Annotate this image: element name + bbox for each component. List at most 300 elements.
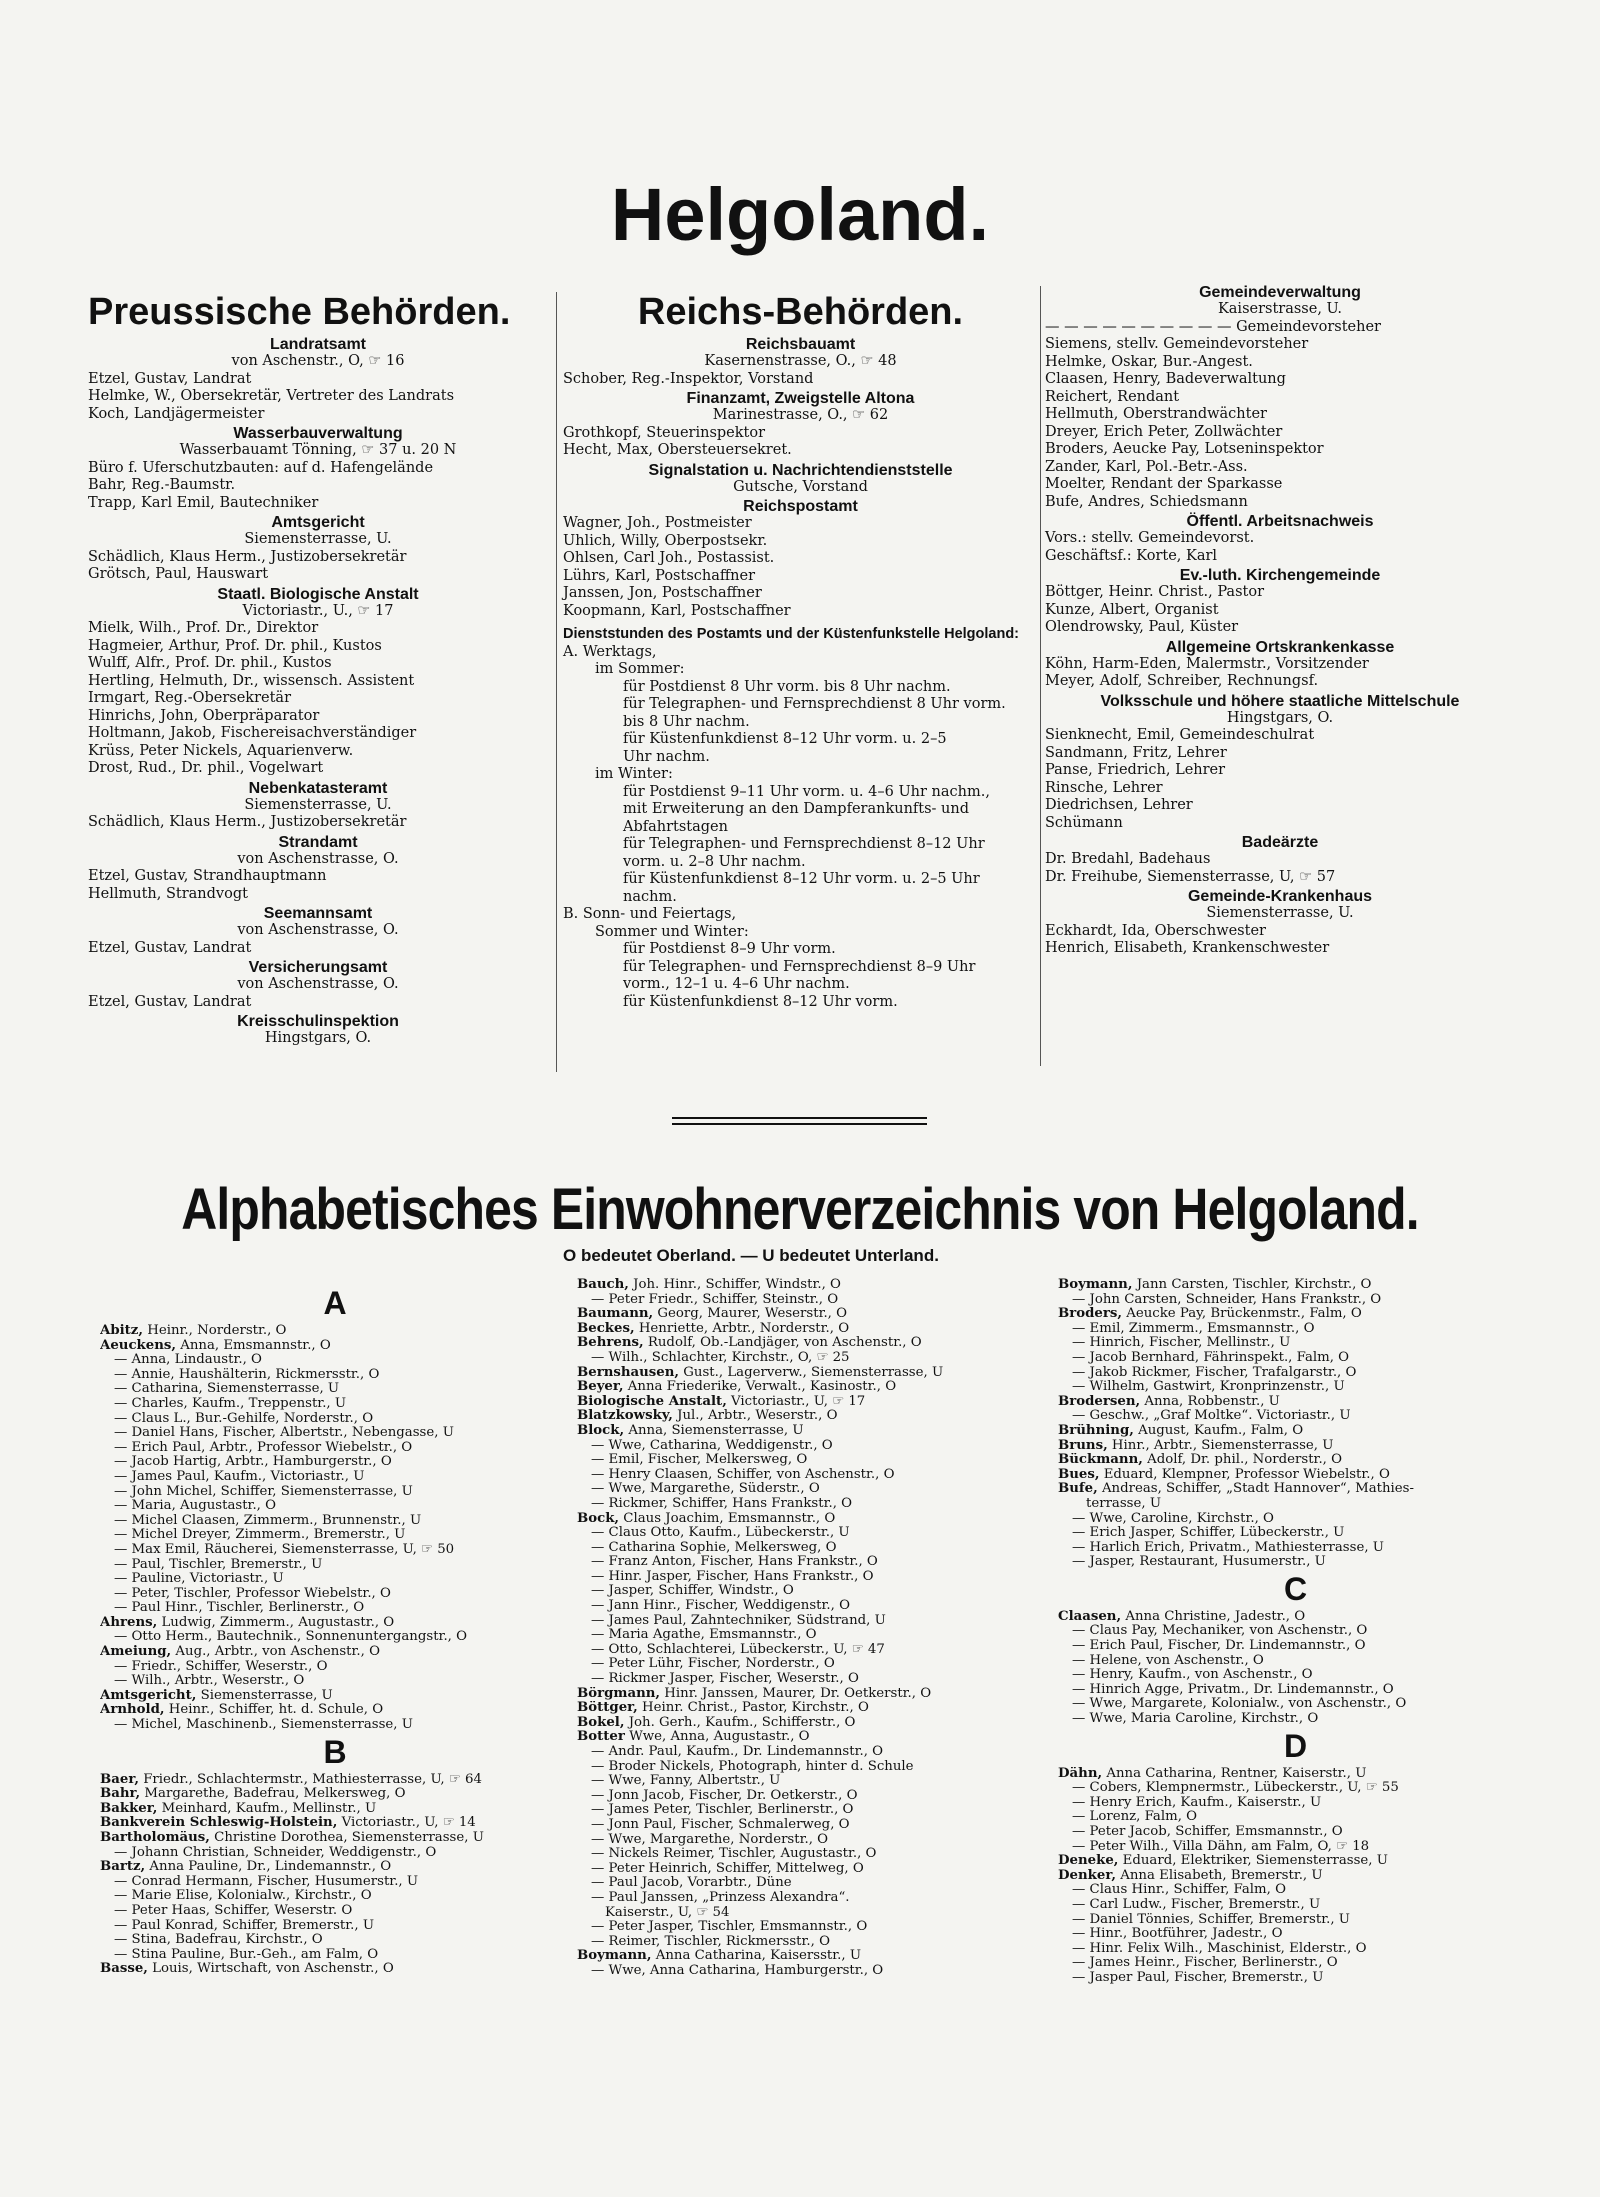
resident-details: — Rickmer Jasper, Fischer, Weserstr., O — [591, 1672, 859, 1687]
post-hours-line: für Postdienst 8–9 Uhr vorm. — [623, 941, 836, 957]
resident-entry — [577, 1760, 1047, 1775]
resident-details: — Johann Christian, Schneider, Weddigenstr., O — [114, 1845, 437, 1860]
resident-entry — [1058, 1439, 1533, 1454]
resident-entry — [1058, 1697, 1533, 1712]
resident-entry — [100, 1543, 570, 1558]
authority-heading: Signalstation u. Nachrichtendienststelle — [648, 461, 953, 479]
authority-heading: Versicherungsamt — [248, 959, 388, 976]
authority-address: Siemensterrasse, U. — [244, 531, 392, 547]
resident-entry — [100, 1962, 570, 1977]
resident-details: Jul., Arbtr., Weserstr., O — [672, 1409, 838, 1424]
resident-entry — [1058, 1278, 1533, 1293]
authority-address: Kasernenstrasse, O., ☞ 48 — [704, 353, 897, 369]
resident-entry — [1058, 1869, 1533, 1884]
resident-entry — [577, 1628, 1047, 1643]
staff-entry: Wulff, Alfr., Prof. Dr. phil., Kustos — [88, 655, 332, 671]
resident-details: Anna Friederike, Verwalt., Kasinostr., O — [623, 1380, 897, 1395]
resident-details: — Catharina Sophie, Melkersweg, O — [591, 1540, 837, 1555]
staff-entry: Broders, Aeucke Pay, Lotseninspektor — [1045, 441, 1324, 457]
resident-entry — [100, 1660, 570, 1675]
prussian-authorities-heading: Preussische Behörden. — [88, 291, 511, 333]
resident-details: Adolf, Dr. phil., Norderstr., O — [1142, 1453, 1343, 1468]
resident-surname: Boymann, — [1058, 1278, 1133, 1292]
resident-surname: Börgmann, — [577, 1686, 661, 1701]
resident-entry — [577, 1876, 1047, 1891]
resident-details: — Erich Jasper, Schiffer, Lübeckerstr., U — [1072, 1526, 1345, 1541]
resident-details: — Peter Jacob, Schiffer, Emsmannstr., O — [1072, 1825, 1343, 1839]
resident-entry — [1058, 1424, 1533, 1439]
authority-address: Hingstgars, O. — [1226, 709, 1334, 726]
resident-entry — [100, 1616, 570, 1631]
resident-details: — Peter, Tischler, Professor Wiebelstr., O — [114, 1586, 391, 1601]
resident-entry — [100, 1382, 570, 1397]
post-hours-line: für Postdienst 8 Uhr vorm. bis 8 Uhr nachm. — [623, 678, 951, 695]
resident-entry — [1058, 1913, 1533, 1928]
resident-entry — [1058, 1453, 1533, 1468]
resident-entry — [1058, 1639, 1533, 1654]
resident-details: — Daniel Tönnies, Schiffer, Bremerstr., U — [1072, 1912, 1350, 1927]
post-hours-line: vorm. u. 2–8 Uhr nachm. — [623, 853, 806, 870]
resident-details: — Maria, Augustastr., O — [114, 1499, 277, 1514]
resident-entry — [577, 1322, 1047, 1337]
column-divider — [1040, 286, 1041, 1066]
resident-details: — Charles, Kaufm., Treppenstr., U — [114, 1396, 347, 1411]
resident-entry — [577, 1336, 1047, 1351]
directory-column-1 — [100, 1284, 570, 1977]
resident-entry — [100, 1860, 570, 1875]
resident-entry — [100, 1889, 570, 1904]
post-hours-line: bis 8 Uhr nachm. — [623, 713, 750, 730]
resident-surname: Dähn, — [1058, 1766, 1103, 1781]
post-hours-line: im Sommer: — [595, 661, 685, 677]
resident-details: — Jonn Jacob, Fischer, Dr. Oetkerstr., O — [591, 1788, 858, 1803]
post-hours-line: für Telegraphen- und Fernsprechdienst 8–12 Uhr — [623, 836, 985, 852]
resident-entry — [100, 1703, 570, 1718]
resident-details: terrasse, U — [1086, 1496, 1162, 1511]
resident-details: — Wilhelm, Gastwirt, Kronprinzenstr., U — [1072, 1380, 1345, 1395]
resident-details: — Jann Hinr., Fischer, Weddigenstr., O — [591, 1599, 850, 1614]
staff-entry: Helmke, W., Obersekretär, Vertreter des Landrats — [88, 388, 455, 404]
resident-details: Georg, Maurer, Weserstr., O — [653, 1307, 848, 1322]
resident-entry — [577, 1672, 1047, 1687]
resident-details: — James Paul, Zahntechniker, Südstrand, U — [591, 1613, 886, 1628]
authority-heading: Amtsgericht — [271, 514, 365, 531]
resident-details: Anna, Siemensterrasse, U — [624, 1423, 804, 1438]
directory-column-3 — [1058, 1278, 1533, 1986]
post-hours-line: für Küstenfunkdienst 8–12 Uhr vorm. — [623, 993, 898, 1010]
resident-entry — [100, 1470, 570, 1485]
resident-details: — Otto, Schlachterei, Lübeckerstr., U, ☞ 47 — [591, 1642, 885, 1657]
resident-entry — [100, 1846, 570, 1861]
resident-entry — [100, 1831, 570, 1846]
resident-entry — [100, 1397, 570, 1412]
resident-entry — [577, 1789, 1047, 1804]
resident-surname: Broders, — [1058, 1307, 1122, 1322]
resident-surname: Aeuckens, — [100, 1338, 176, 1353]
resident-details: — Daniel Hans, Fischer, Albertstr., Nebengasse, U — [114, 1426, 454, 1441]
resident-details: Victoriastr., U, ☞ 14 — [337, 1816, 476, 1831]
resident-details: — Peter Haas, Schiffer, Weserstr. O — [114, 1903, 353, 1918]
resident-entry — [1058, 1555, 1533, 1570]
post-hours-line: vorm., 12–1 u. 4–6 Uhr nachm. — [623, 976, 850, 992]
staff-entry: Etzel, Gustav, Landrat — [88, 993, 252, 1010]
staff-entry: Schädlich, Klaus Herm., Justizobersekretär — [88, 548, 407, 565]
resident-details: August, Kaufm., Falm, O — [1133, 1423, 1304, 1438]
resident-entry — [577, 1599, 1047, 1614]
authority-heading: Allgemeine Ortskrankenkasse — [1165, 638, 1395, 656]
resident-details: — Wwe, Anna Catharina, Hamburgerstr., O — [591, 1963, 884, 1978]
resident-entry — [1058, 1683, 1533, 1698]
resident-entry — [1058, 1971, 1533, 1986]
resident-details: Heinr. Christ., Pastor, Kirchstr., O — [637, 1701, 869, 1716]
resident-details: — Wwe, Margarethe, Süderstr., O — [591, 1482, 820, 1497]
staff-entry: Lührs, Karl, Postschaffner — [563, 567, 756, 584]
resident-surname: Denker, — [1058, 1868, 1116, 1883]
authority-address: Siemensterrasse, U. — [244, 796, 392, 813]
staff-entry: Reichert, Rendant — [1045, 388, 1180, 405]
resident-entry — [577, 1716, 1047, 1731]
staff-entry: Olendrowsky, Paul, Küster — [1045, 619, 1239, 635]
staff-entry: Hertling, Helmuth, Dr., wissensch. Assistent — [88, 672, 415, 689]
staff-entry: Moelter, Rendant der Sparkasse — [1045, 476, 1283, 492]
resident-details: — Paul Jacob, Vorarbtr., Düne — [591, 1876, 792, 1891]
resident-entry — [1058, 1322, 1533, 1337]
staff-entry: Wagner, Joh., Postmeister — [563, 515, 752, 531]
column-divider — [556, 292, 557, 1072]
resident-details: — Maria Agathe, Emsmannstr., O — [591, 1628, 817, 1643]
resident-entry — [577, 1935, 1047, 1950]
resident-details: — Pauline, Victoriastr., U — [114, 1572, 284, 1587]
resident-details: — Wwe, Maria Caroline, Kirchstr., O — [1072, 1712, 1319, 1727]
staff-entry: Koch, Landjägermeister — [88, 405, 265, 422]
post-hours-line: für Telegraphen- und Fernsprechdienst 8 Uhr vorm. — [623, 696, 1006, 712]
resident-entry — [577, 1395, 1047, 1410]
resident-entry — [100, 1816, 570, 1831]
resident-entry — [1058, 1767, 1533, 1782]
resident-details: Meinhard, Kaufm., Mellinstr., U — [157, 1801, 377, 1816]
authority-address: Siemensterrasse, U. — [1206, 905, 1354, 921]
resident-surname: Behrens, — [577, 1336, 644, 1351]
resident-entry — [100, 1919, 570, 1934]
reich-authorities-column — [563, 290, 1038, 1011]
authority-heading: Landratsamt — [269, 336, 367, 353]
resident-entry — [100, 1441, 570, 1456]
resident-details: — Peter Jasper, Tischler, Emsmannstr., O — [591, 1920, 868, 1935]
letter-heading: D — [1283, 1727, 1308, 1764]
staff-entry: Diedrichsen, Lehrer — [1045, 797, 1193, 813]
resident-entry — [100, 1948, 570, 1963]
authority-heading: Öffentl. Arbeitsnachweis — [1186, 513, 1374, 530]
resident-details: — Claus Pay, Mechaniker, von Aschenstr., O — [1072, 1624, 1368, 1639]
staff-entry: Panse, Friedrich, Lehrer — [1045, 762, 1226, 778]
page-title: Helgoland. — [610, 173, 990, 256]
resident-entry — [100, 1689, 570, 1704]
staff-entry: Meyer, Adolf, Schreiber, Rechnungsf. — [1045, 673, 1319, 689]
staff-entry: Dr. Bredahl, Badehaus — [1045, 851, 1211, 867]
post-hours-line: B. Sonn- und Feiertags, — [563, 906, 737, 922]
resident-details: — Andr. Paul, Kaufm., Dr. Lindemannstr., O — [591, 1745, 884, 1759]
staff-entry: Köhn, Harm-Eden, Malermstr., Vorsitzender — [1045, 655, 1369, 672]
staff-entry: Irmgart, Reg.-Obersekretär — [88, 690, 292, 706]
resident-details: — Wwe, Fanny, Albertstr., U — [591, 1774, 781, 1789]
resident-surname: Bakker, — [100, 1801, 158, 1816]
staff-entry: Schober, Reg.-Inspektor, Vorstand — [563, 370, 814, 387]
resident-details: — Wilh., Schlachter, Kirchstr., O, ☞ 25 — [591, 1350, 850, 1365]
resident-entry — [100, 1802, 570, 1817]
resident-entry — [100, 1324, 570, 1339]
resident-details: — Jasper, Schiffer, Windstr., O — [591, 1584, 794, 1599]
resident-entry — [1058, 1796, 1533, 1811]
resident-entry — [100, 1558, 570, 1573]
resident-surname: Beyer, — [577, 1380, 624, 1395]
resident-entry — [1058, 1468, 1533, 1483]
resident-details: Claus Joachim, Emsmannstr., O — [619, 1511, 836, 1526]
resident-entry — [1058, 1351, 1533, 1366]
resident-surname: Bufe, — [1058, 1482, 1098, 1497]
authority-heading: Reichspostamt — [743, 498, 858, 515]
resident-details: Rudolf, Ob.-Landjäger, von Aschenstr., O — [643, 1336, 922, 1351]
resident-details: — John Carsten, Schneider, Hans Frankstr., O — [1072, 1292, 1382, 1307]
authority-address: von Aschenstrasse, O. — [237, 976, 399, 992]
resident-details: — Harlich Erich, Privatm., Mathiesterrasse, U — [1072, 1540, 1384, 1555]
staff-entry: Grothkopf, Steuerinspektor — [563, 424, 766, 441]
resident-details: — James Paul, Kaufm., Victoriastr., U — [114, 1469, 365, 1484]
staff-entry: Zander, Karl, Pol.-Betr.-Ass. — [1045, 458, 1248, 475]
resident-surname: Bartz, — [100, 1860, 146, 1875]
resident-entry — [1058, 1956, 1533, 1971]
resident-details: — Paul Hinr., Tischler, Berlinerstr., O — [114, 1601, 365, 1616]
authority-address: Marinestrasse, O., ☞ 62 — [712, 407, 889, 423]
resident-details: — Hinrich Agge, Privatm., Dr. Lindemannstr., O — [1072, 1682, 1394, 1697]
resident-entry — [577, 1701, 1047, 1716]
resident-details: — Emil, Fischer, Melkersweg, O — [591, 1453, 808, 1468]
staff-entry: Claasen, Henry, Badeverwaltung — [1045, 371, 1286, 387]
resident-details: Anna Catharina, Kaisersstr., U — [651, 1949, 862, 1964]
resident-details: — Jasper, Restaurant, Husumerstr., U — [1072, 1555, 1326, 1570]
resident-entry — [1058, 1712, 1533, 1727]
resident-details: — Broder Nickels, Photograph, hinter d. Schule — [591, 1759, 914, 1774]
resident-entry — [577, 1278, 1047, 1293]
resident-surname: Abitz, — [100, 1324, 143, 1338]
resident-details: — Nickels Reimer, Tischler, Augustastr., O — [591, 1847, 877, 1862]
resident-entry — [100, 1587, 570, 1602]
resident-entry — [1058, 1366, 1533, 1381]
staff-entry: Krüss, Peter Nickels, Aquarienverw. — [88, 742, 354, 759]
authority-heading: Finanzamt, Zweigstelle Altona — [686, 390, 915, 407]
resident-details: — Stina Pauline, Bur.-Geh., am Falm, O — [114, 1947, 379, 1962]
resident-details: — Claus Hinr., Schiffer, Falm, O — [1072, 1883, 1286, 1898]
resident-surname: Bernshausen, — [577, 1365, 680, 1380]
resident-entry — [1058, 1610, 1533, 1625]
resident-entry — [1058, 1854, 1533, 1869]
resident-entry — [1058, 1898, 1533, 1913]
post-hours-line: mit Erweiterung an den Dampferankunfts- und — [623, 801, 970, 817]
resident-details: — Annie, Haushälterin, Rickmersstr., O — [114, 1367, 380, 1382]
resident-details: — Erich Paul, Fischer, Dr. Lindemannstr., O — [1072, 1639, 1366, 1654]
resident-details: — Peter Heinrich, Schiffer, Mittelweg, O — [591, 1861, 864, 1876]
resident-details: — Friedr., Schiffer, Weserstr., O — [114, 1659, 328, 1674]
resident-surname: Claasen, — [1058, 1609, 1122, 1624]
resident-entry — [577, 1409, 1047, 1424]
staff-entry: Dr. Freihube, Siemensterrasse, U, ☞ 57 — [1045, 868, 1336, 885]
authority-heading: Kreisschulinspektion — [237, 1013, 399, 1030]
staff-entry: Sandmann, Fritz, Lehrer — [1045, 744, 1227, 761]
resident-entry — [577, 1351, 1047, 1366]
resident-details: Gust., Lagerverw., Siemensterrasse, U — [679, 1365, 944, 1380]
resident-details: Kaiserstr., U, ☞ 54 — [605, 1905, 730, 1920]
staff-entry: Trapp, Karl Emil, Bautechniker — [88, 494, 319, 511]
resident-entry — [577, 1643, 1047, 1658]
resident-entry — [1058, 1781, 1533, 1796]
resident-details: — Reimer, Tischler, Rickmersstr., O — [591, 1934, 830, 1949]
resident-details: Joh. Gerh., Kaufm., Schifferstr., O — [624, 1715, 856, 1730]
authority-address: Wasserbauamt Tönning, ☞ 37 u. 20 N — [179, 442, 457, 458]
resident-entry — [577, 1657, 1047, 1672]
resident-details: Margarethe, Badefrau, Melkersweg, O — [140, 1787, 406, 1802]
staff-entry: Bahr, Reg.-Baumstr. — [88, 477, 236, 493]
resident-entry — [577, 1468, 1047, 1483]
resident-entry — [1058, 1497, 1533, 1512]
resident-details: — Carl Ludw., Fischer, Bremerstr., U — [1072, 1897, 1321, 1912]
post-hours-line: A. Werktags, — [563, 643, 657, 660]
resident-surname: Bauch, — [577, 1278, 629, 1292]
resident-surname: Ameiung, — [100, 1645, 172, 1660]
resident-entry — [1058, 1293, 1533, 1308]
resident-details: Anna Christine, Jadestr., O — [1121, 1609, 1306, 1624]
directory-column-2 — [577, 1278, 1047, 1979]
authority-heading: Seemannsamt — [263, 905, 373, 922]
resident-entry — [100, 1630, 570, 1645]
staff-entry: Hecht, Max, Obersteuersekret. — [563, 442, 792, 458]
staff-entry: Drost, Rud., Dr. phil., Vogelwart — [88, 760, 324, 776]
resident-surname: Brodersen, — [1058, 1394, 1141, 1409]
resident-entry — [577, 1497, 1047, 1512]
resident-details: — Lorenz, Falm, O — [1072, 1810, 1198, 1825]
resident-details: Hinr. Janssen, Maurer, Dr. Oetkerstr., O — [660, 1686, 932, 1701]
resident-entry — [100, 1412, 570, 1427]
resident-entry — [577, 1847, 1047, 1862]
resident-details: — John Michel, Schiffer, Siemensterrasse, U — [114, 1484, 413, 1499]
resident-entry — [577, 1570, 1047, 1585]
staff-entry: Schümann — [1045, 814, 1123, 831]
resident-surname: Arnhold, — [100, 1703, 165, 1718]
resident-entry — [577, 1891, 1047, 1906]
staff-entry: Uhlich, Willy, Oberpostsekr. — [563, 532, 768, 549]
resident-details: — Wwe, Catharina, Weddigenstr., O — [591, 1438, 833, 1453]
resident-details: — Wilh., Arbtr., Weserstr., O — [114, 1674, 305, 1689]
resident-entry — [100, 1514, 570, 1529]
resident-entry — [1058, 1624, 1533, 1639]
resident-details: — Michel Claasen, Zimmerm., Brunnenstr., U — [114, 1513, 422, 1528]
resident-entry — [577, 1774, 1047, 1789]
resident-entry — [1058, 1840, 1533, 1855]
authority-heading: Wasserbauverwaltung — [233, 425, 403, 442]
resident-details: — Paul, Tischler, Bremerstr., U — [114, 1557, 323, 1572]
resident-details: — Henry Claasen, Schiffer, von Aschenstr., O — [591, 1467, 895, 1482]
resident-entry — [1058, 1526, 1533, 1541]
reich-authorities-heading: Reichs-Behörden. — [637, 291, 964, 333]
staff-entry: Schädlich, Klaus Herm., Justizobersekretär — [88, 814, 407, 830]
resident-details: Joh. Hinr., Schiffer, Windstr., O — [628, 1278, 841, 1292]
resident-details: — Marie Elise, Kolonialw., Kirchstr., O — [114, 1889, 372, 1904]
resident-entry — [577, 1745, 1047, 1760]
authority-heading: Nebenkatasteramt — [248, 779, 388, 797]
resident-entry — [577, 1380, 1047, 1395]
post-hours-line: nachm. — [623, 888, 677, 905]
resident-details: Aug., Arbtr., von Aschenstr., O — [171, 1645, 380, 1660]
authority-heading: Strandamt — [278, 833, 358, 851]
resident-details: Siemensterrasse, U — [196, 1688, 333, 1703]
staff-entry: Etzel, Gustav, Landrat — [88, 370, 252, 387]
authority-address: Kaiserstrasse, U. — [1217, 301, 1343, 317]
resident-details: — Geschw., „Graf Moltke“. Victoriastr., U — [1072, 1409, 1351, 1424]
staff-entry: Holtmann, Jakob, Fischereisachverständiger — [88, 725, 417, 741]
resident-details: — Erich Paul, Arbtr., Professor Wiebelstr., O — [114, 1440, 413, 1455]
resident-surname: Basse, — [100, 1962, 148, 1977]
resident-entry — [577, 1964, 1047, 1979]
authority-heading: Gemeinde-Krankenhaus — [1187, 888, 1373, 905]
resident-entry — [100, 1787, 570, 1802]
resident-details: — Peter Friedr., Schiffer, Steinstr., O — [591, 1292, 839, 1307]
resident-entry — [100, 1499, 570, 1514]
staff-entry: Hinrichs, John, Oberpräparator — [88, 707, 320, 724]
resident-surname: Bückmann, — [1058, 1453, 1143, 1468]
resident-details: — Cobers, Klempnermstr., Lübeckerstr., U, ☞ 55 — [1072, 1781, 1399, 1796]
staff-entry: Böttger, Heinr. Christ., Pastor — [1045, 584, 1264, 600]
resident-surname: Amtsgericht, — [100, 1688, 197, 1703]
prussian-authorities-column — [88, 290, 548, 1048]
resident-surname: Bankverein Schleswig-Holstein, — [100, 1816, 338, 1831]
resident-details: — Catharina, Siemensterrasse, U — [114, 1382, 340, 1397]
resident-surname: Brühning, — [1058, 1423, 1134, 1438]
letter-heading: A — [323, 1285, 347, 1321]
resident-details: — Conrad Hermann, Fischer, Husumerstr., U — [114, 1874, 419, 1889]
resident-entry — [1058, 1668, 1533, 1683]
resident-surname: Blatzkowsky, — [577, 1409, 673, 1424]
resident-surname: Bock, — [577, 1511, 620, 1526]
resident-entry — [100, 1339, 570, 1354]
resident-entry — [1058, 1336, 1533, 1351]
staff-entry: Etzel, Gustav, Strandhauptmann — [88, 868, 327, 884]
resident-entry — [577, 1424, 1047, 1439]
authority-address: von Aschenstr., O, ☞ 16 — [231, 353, 405, 369]
resident-entry — [100, 1933, 570, 1948]
resident-details: — Franz Anton, Fischer, Hans Frankstr., O — [591, 1555, 878, 1570]
resident-entry — [1058, 1654, 1533, 1669]
resident-details: — Hinr. Felix Wilh., Maschinist, Elderstr., O — [1072, 1941, 1367, 1956]
staff-entry: Rinsche, Lehrer — [1045, 779, 1163, 796]
post-hours-line: Sommer und Winter: — [595, 923, 749, 940]
resident-details: — Peter Lühr, Fischer, Norderstr., O — [591, 1657, 835, 1672]
resident-details: Henriette, Arbtr., Norderstr., O — [634, 1321, 850, 1336]
resident-entry — [577, 1730, 1047, 1745]
staff-entry: Henrich, Elisabeth, Krankenschwester — [1045, 940, 1330, 956]
resident-entry — [100, 1455, 570, 1470]
resident-entry — [100, 1875, 570, 1890]
resident-details: — Hinr. Jasper, Fischer, Hans Frankstr., O — [591, 1569, 874, 1584]
resident-details: — Henry, Kaufm., von Aschenstr., O — [1072, 1668, 1313, 1683]
post-hours-line: im Winter: — [595, 766, 673, 782]
authority-address: von Aschenstrasse, O. — [237, 850, 399, 867]
authority-address: Gutsche, Vorstand — [733, 478, 868, 495]
staff-entry: Mielk, Wilh., Prof. Dr., Direktor — [88, 620, 319, 636]
resident-details: — Michel, Maschinenb., Siemensterrasse, U — [114, 1718, 413, 1733]
staff-entry: Grötsch, Paul, Hauswart — [88, 566, 269, 582]
staff-entry: Dreyer, Erich Peter, Zollwächter — [1045, 423, 1283, 440]
resident-details: — Michel Dreyer, Zimmerm., Bremerstr., U — [114, 1528, 406, 1543]
resident-entry — [577, 1803, 1047, 1818]
resident-entry — [100, 1718, 570, 1733]
